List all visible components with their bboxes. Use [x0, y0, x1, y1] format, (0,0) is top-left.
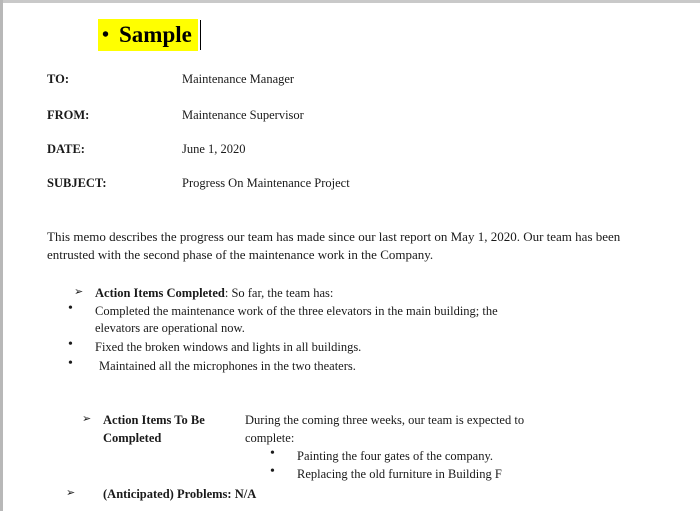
problems-line: (Anticipated) Problems: N/A	[103, 487, 257, 501]
list-item: Maintained all the microphones in the two theaters.	[99, 359, 356, 373]
bullet-icon: •	[68, 337, 73, 352]
window-left-edge	[0, 0, 3, 511]
completed-heading-suffix: : So far, the team has:	[224, 286, 334, 300]
list-item: Replacing the old furniture in Building F	[297, 467, 502, 481]
list-item-continuation: elevators are operational now.	[95, 321, 245, 335]
memo-title	[98, 19, 201, 51]
window-top-edge	[0, 0, 700, 3]
intro-paragraph: This memo describes the progress our team has made since our last report on May 1, 2020. Our team has been entrusted with the second phase of the maintenance work in the Company.	[47, 229, 621, 262]
bullet-icon: •	[270, 446, 275, 461]
from-label: FROM:	[47, 108, 90, 122]
bullet-icon: •	[68, 356, 73, 371]
completed-heading: Action Items Completed	[95, 286, 225, 300]
to-be-completed-heading-line2: Completed	[103, 431, 162, 445]
to-be-completed-desc: During the coming three weeks, our team is expected to	[245, 413, 525, 427]
bullet-icon: •	[270, 464, 275, 479]
title-text: Sample	[119, 22, 192, 47]
list-item: Completed the maintenance work of the three elevators in the main building; the	[95, 304, 498, 318]
to-label: TO:	[47, 72, 69, 86]
date-label: DATE:	[47, 142, 85, 156]
to-value: Maintenance Manager	[182, 72, 295, 86]
arrow-bullet-icon: ➢	[74, 286, 84, 298]
bullet-icon: •	[68, 301, 73, 316]
highlighted-title[interactable]	[98, 19, 198, 51]
arrow-bullet-icon: ➢	[66, 487, 76, 499]
completed-heading-line	[95, 285, 333, 301]
to-be-completed-desc-continuation: complete:	[245, 431, 295, 445]
date-value: June 1, 2020	[182, 142, 246, 156]
subject-value: Progress On Maintenance Project	[182, 176, 350, 190]
list-item: Fixed the broken windows and lights in all buildings.	[95, 340, 362, 354]
to-be-completed-heading-line1: Action Items To Be	[103, 413, 205, 427]
subject-label: SUBJECT:	[47, 176, 107, 190]
from-value: Maintenance Supervisor	[182, 108, 304, 122]
list-item: Painting the four gates of the company.	[297, 449, 494, 463]
arrow-bullet-icon: ➢	[82, 413, 92, 425]
title-bullet-icon: •	[102, 23, 110, 46]
text-cursor	[200, 20, 201, 50]
